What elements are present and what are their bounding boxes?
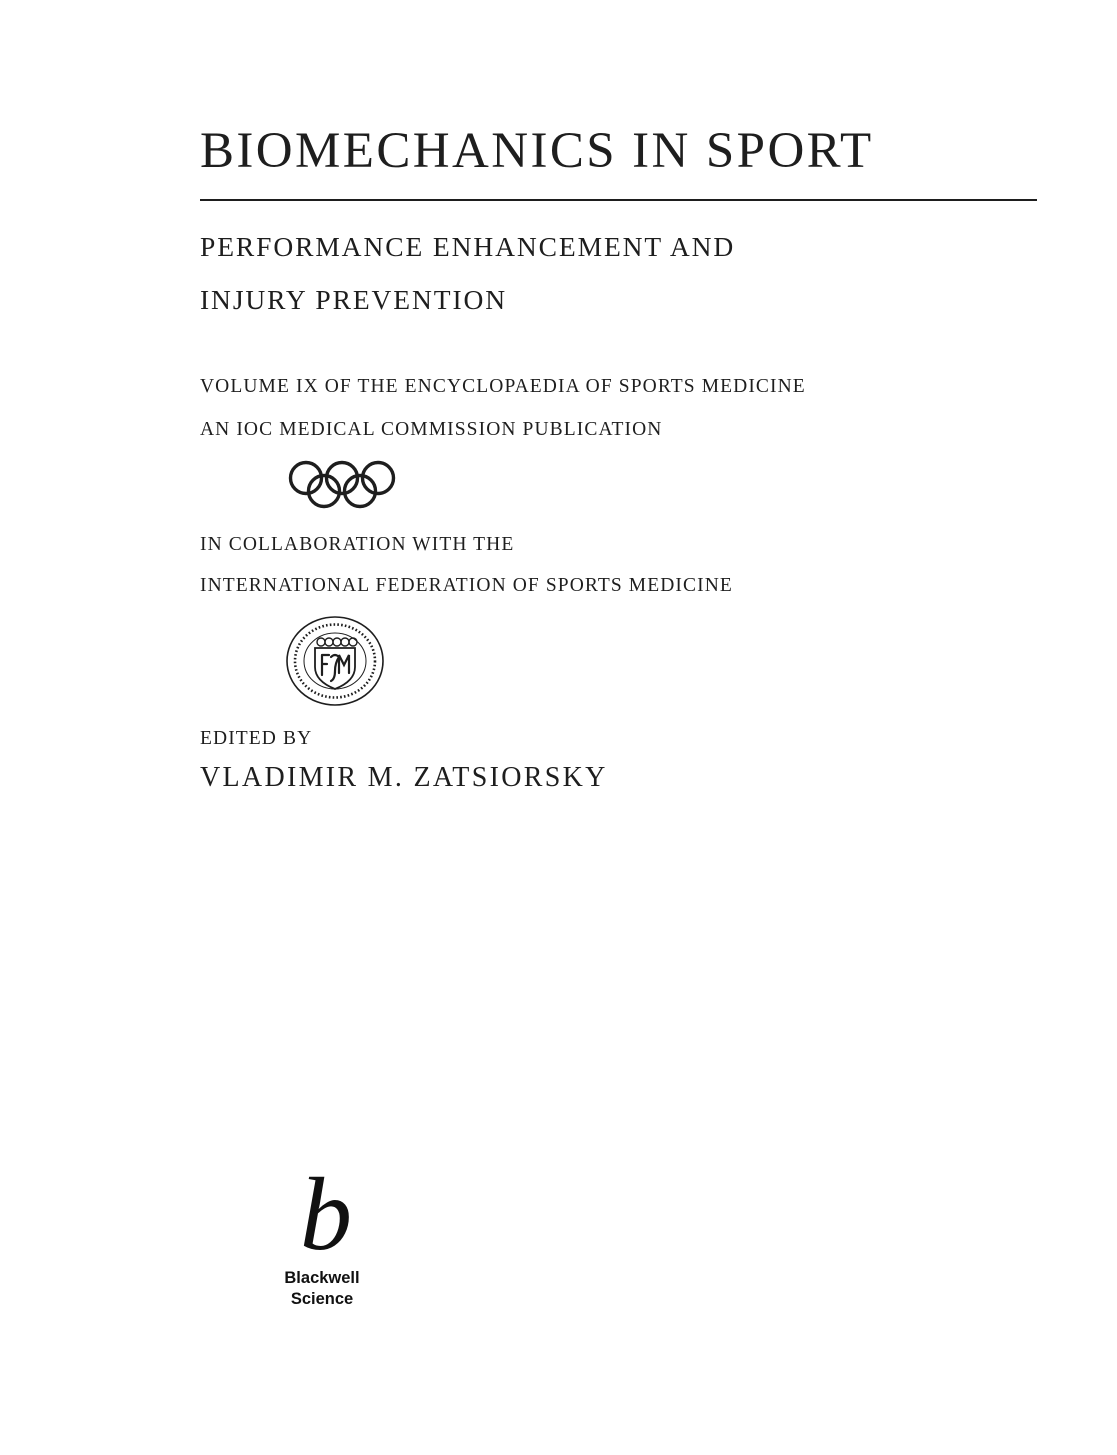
subtitle-line-2: INJURY PREVENTION [200, 284, 508, 315]
subtitle-line-1: PERFORMANCE ENHANCEMENT AND [200, 231, 736, 262]
fims-seal-icon [284, 615, 386, 707]
series-line-1: VOLUME IX OF THE ENCYCLOPAEDIA OF SPORTS MEDICINE [200, 376, 806, 397]
collaboration-line-2: INTERNATIONAL FEDERATION OF SPORTS MEDICINE [200, 575, 733, 596]
book-title: BIOMECHANICS IN SPORT [200, 123, 874, 179]
olympic-rings-icon [286, 460, 400, 512]
publisher-name-line-2: Science [290, 1290, 354, 1308]
editor-name: VLADIMIR M. ZATSIORSKY [200, 762, 608, 793]
title-rule [200, 199, 1037, 201]
series-line-2: AN IOC MEDICAL COMMISSION PUBLICATION [200, 419, 663, 440]
edited-by-label: EDITED BY [200, 728, 313, 749]
publisher-name-line-1: Blackwell [284, 1269, 360, 1287]
collaboration-line-1: IN COLLABORATION WITH THE [200, 534, 515, 555]
blackwell-logo-icon: b [300, 1157, 352, 1272]
